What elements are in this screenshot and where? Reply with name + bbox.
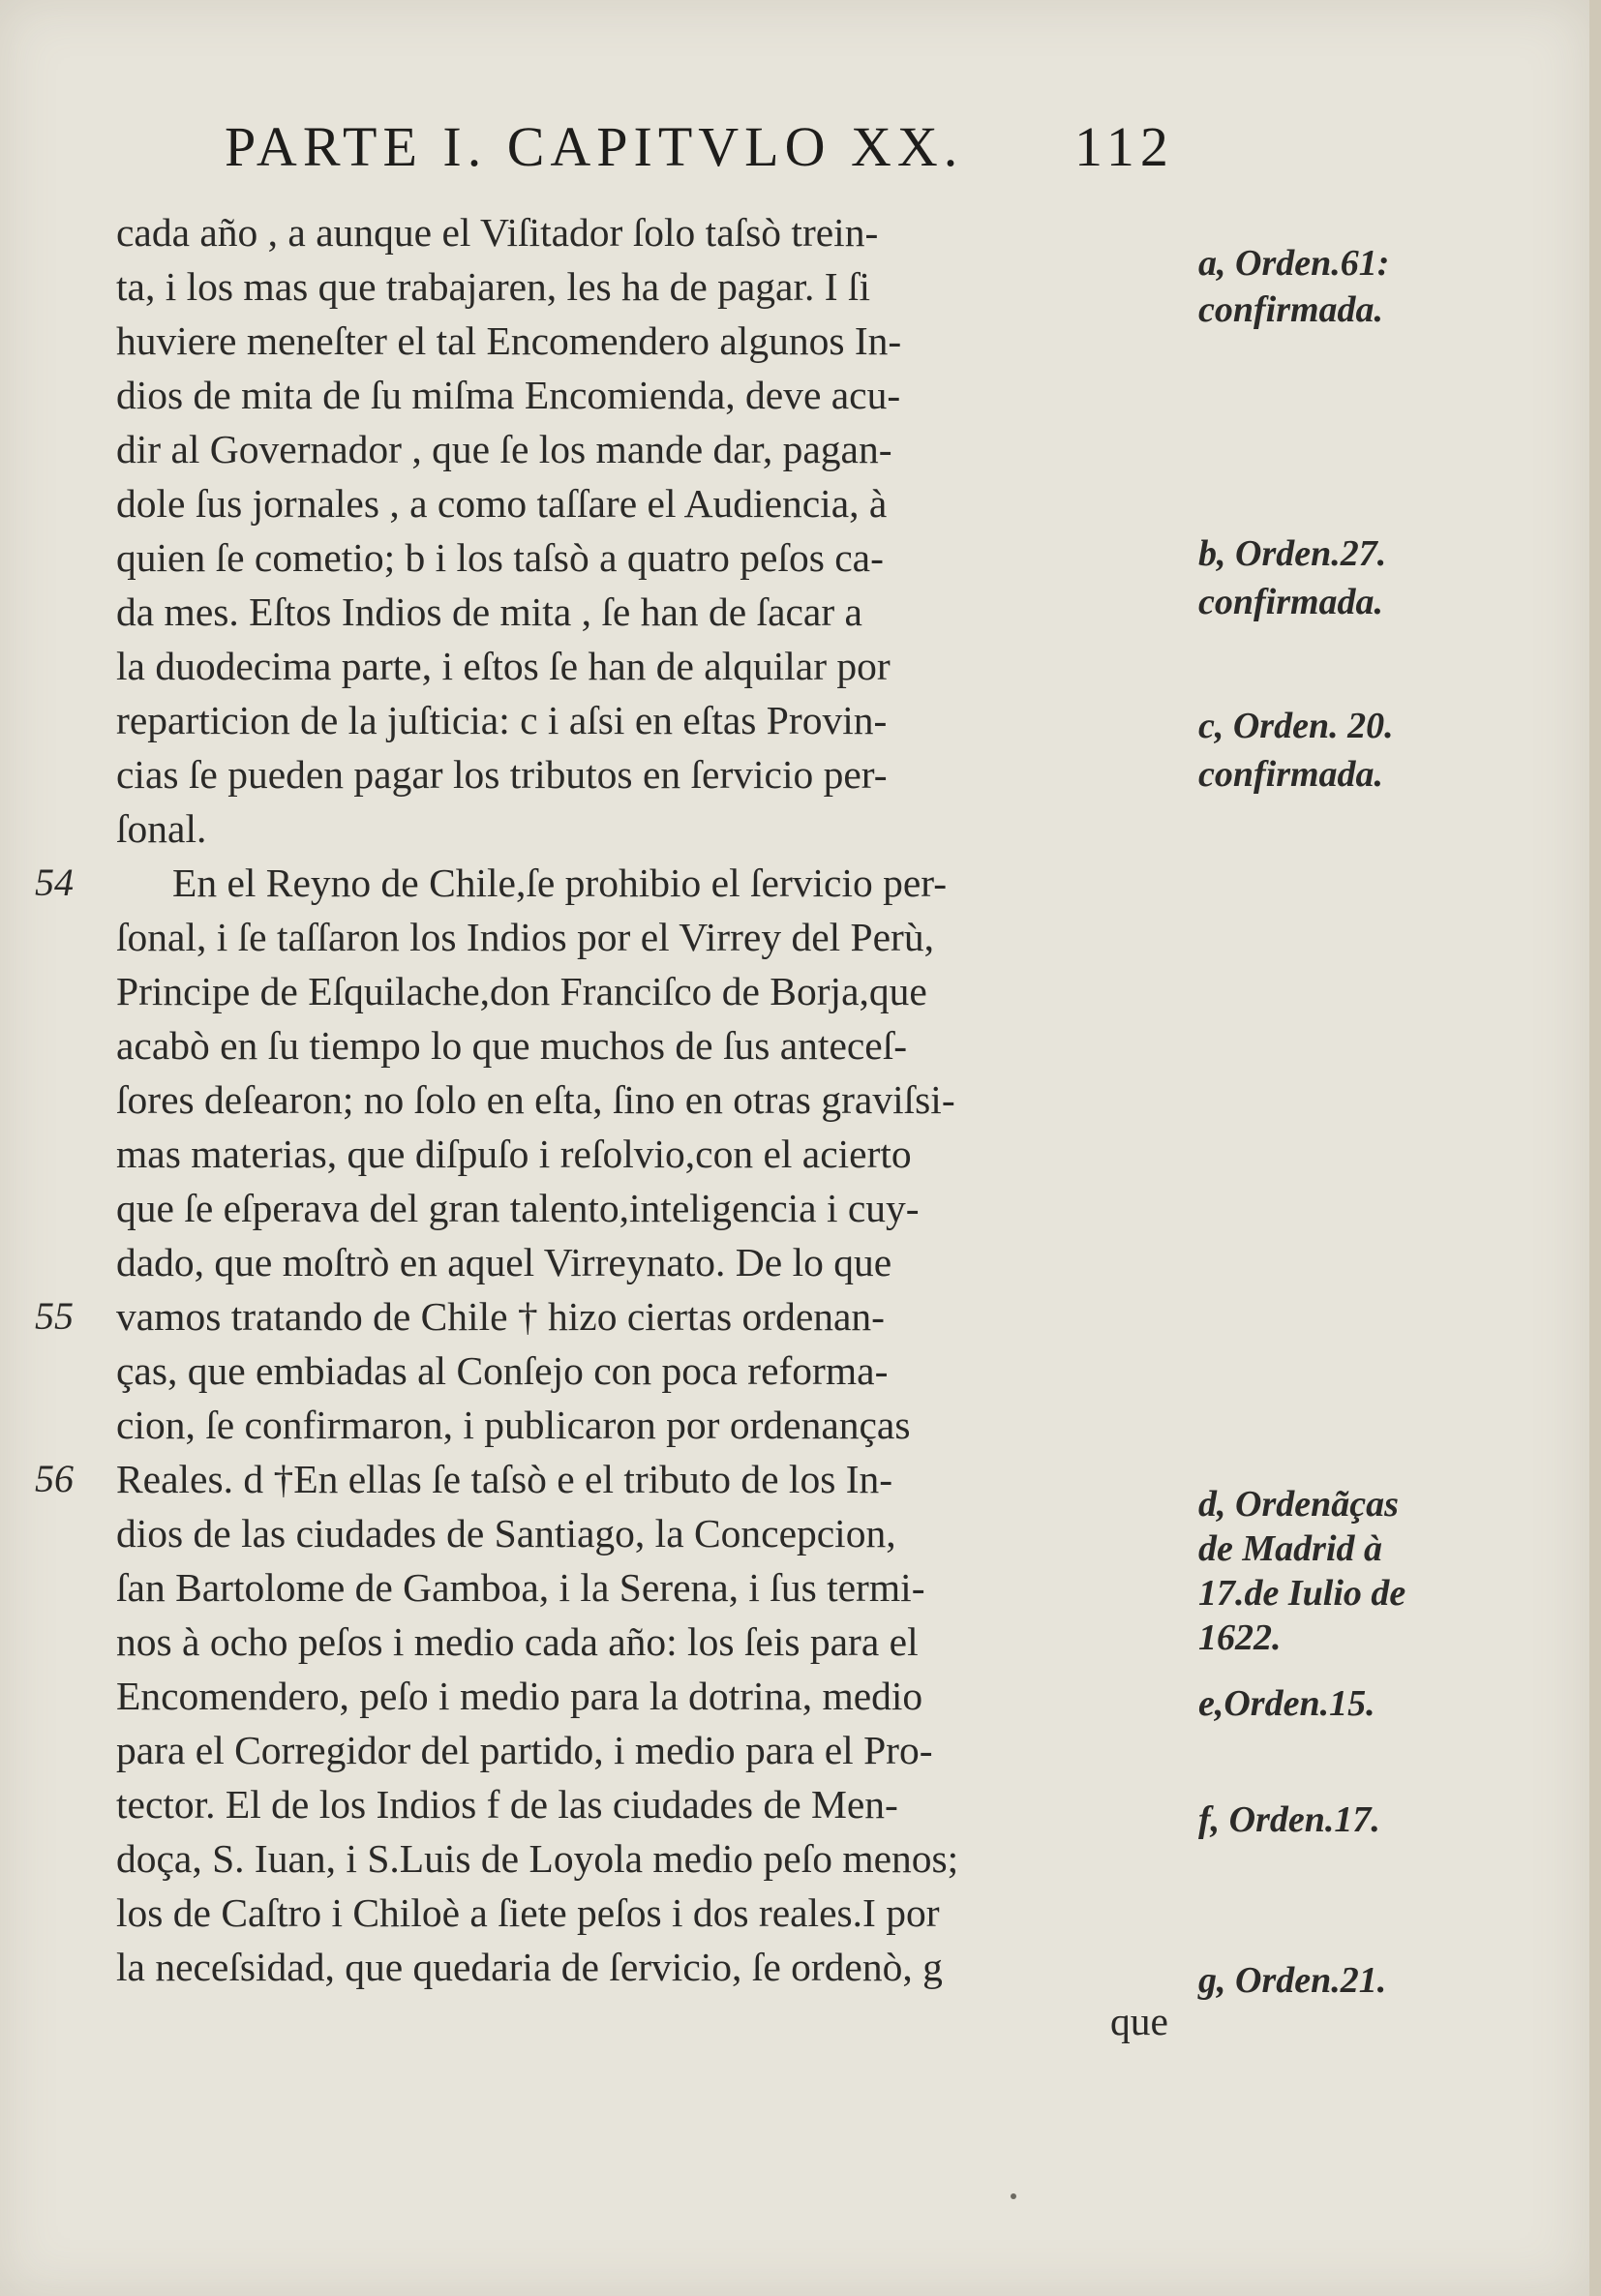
- text-line: acabò en ſu tiempo lo que muchos de ſus anteceſ-: [116, 1023, 908, 1068]
- text-line: Reales. d †En ellas ſe taſsò e el tributo de los In-: [116, 1457, 893, 1501]
- marginal-note: 17.de Iulio de: [1198, 1573, 1406, 1614]
- text-line: que ſe eſperava del gran talento,inteligencia i cuy-: [116, 1186, 920, 1230]
- text-line: doça, S. Iuan, i S.Luis de Loyola medio peſo menos;: [116, 1836, 959, 1881]
- text-line: da mes. Eſtos Indios de mita , ſe han de ſacar a: [116, 589, 862, 634]
- text-line: nos à ocho peſos i medio cada año: los ſeis para el: [116, 1619, 919, 1664]
- text-line: dole ſus jornales , a como taſſare el Audiencia, à: [116, 481, 888, 526]
- text-line: vamos tratando de Chile † hizo ciertas ordenan-: [116, 1294, 885, 1339]
- marginal-note: confirmada.: [1198, 289, 1384, 330]
- text-line: En el Reyno de Chile,ſe prohibio el ſervicio per-: [172, 861, 948, 905]
- text-line: dios de mita de ſu miſma Encomienda, deve acu-: [116, 373, 901, 417]
- running-header: [225, 114, 1202, 192]
- marginal-note: b, Orden.27.: [1198, 533, 1387, 574]
- folio-number: 112: [1074, 115, 1174, 178]
- marginal-note: a, Orden.61:: [1198, 243, 1390, 284]
- text-line: cion, ſe confirmaron, i publicaron por ordenanças: [116, 1403, 911, 1447]
- page-edge: [1589, 0, 1601, 2296]
- text-line: quien ſe cometio; b i los taſsò a quatro peſos ca-: [116, 535, 884, 580]
- text-line: ta, i los mas que trabajaren, les ha de pagar. I ſi: [116, 264, 870, 309]
- text-line: ſan Bartolome de Gamboa, i la Serena, i ſus termi-: [116, 1565, 925, 1610]
- text-line: tector. El de los Indios f de las ciudades de Men-: [116, 1782, 898, 1827]
- marginal-note: d, Ordenãças: [1198, 1484, 1399, 1525]
- paragraph-number: 56: [35, 1457, 74, 1500]
- text-line: para el Corregidor del partido, i medio para el Pro-: [116, 1728, 933, 1772]
- text-line: la duodecima parte, i eſtos ſe han de alquilar por: [116, 644, 891, 688]
- marginal-note: f, Orden.17.: [1198, 1799, 1380, 1840]
- text-line: la neceſsidad, que quedaria de ſervicio, ſe ordenò, g: [116, 1945, 943, 1989]
- catchword: que: [1110, 1999, 1168, 2043]
- text-line: Principe de Eſquilache,don Franciſco de Borja,que: [116, 969, 927, 1013]
- paragraph-number: 55: [35, 1294, 74, 1338]
- ink-speck: [1011, 2193, 1016, 2199]
- marginal-note: confirmada.: [1198, 582, 1384, 622]
- marginal-note: c, Orden. 20.: [1198, 706, 1394, 746]
- text-line: mas materias, que diſpuſo i reſolvio,con el acierto: [116, 1132, 912, 1176]
- marginal-note: e,Orden.15.: [1198, 1683, 1375, 1724]
- marginal-note: de Madrid à: [1198, 1528, 1382, 1569]
- text-line: ſonal, i ſe taſſaron los Indios por el Virrey del Perù,: [116, 915, 934, 959]
- text-line: reparticion de la juſticia: c i aſsi en eſtas Provin-: [116, 698, 888, 742]
- marginal-note: g, Orden.21.: [1198, 1960, 1387, 2001]
- text-line: Encomendero, peſo i medio para la dotrina, medio: [116, 1674, 923, 1718]
- text-line: los de Caſtro i Chiloè a ſiete peſos i dos reales.I por: [116, 1890, 940, 1935]
- text-line: ças, que embiadas al Conſejo con poca reforma-: [116, 1348, 889, 1393]
- marginal-note: confirmada.: [1198, 754, 1384, 795]
- text-line: huviere meneſter el tal Encomendero algunos In-: [116, 318, 902, 363]
- text-line: dios de las ciudades de Santiago, la Concepcion,: [116, 1511, 896, 1556]
- text-line: cada año , a aunque el Viſitador ſolo taſsò trein-: [116, 210, 879, 255]
- text-line: dir al Governador , que ſe los mande dar, pagan-: [116, 427, 892, 471]
- paragraph-number: 54: [35, 861, 74, 904]
- running-head-title: PARTE I. CAPITVLO XX.: [225, 115, 964, 178]
- text-line: dado, que moſtrò en aquel Virreynato. De lo que: [116, 1240, 892, 1284]
- text-line: cias ſe pueden pagar los tributos en ſervicio per-: [116, 752, 888, 797]
- text-line: ſonal.: [116, 806, 207, 851]
- marginal-note: 1622.: [1198, 1617, 1282, 1658]
- text-line: ſores deſearon; no ſolo en eſta, ſino en otras graviſsi-: [116, 1077, 955, 1122]
